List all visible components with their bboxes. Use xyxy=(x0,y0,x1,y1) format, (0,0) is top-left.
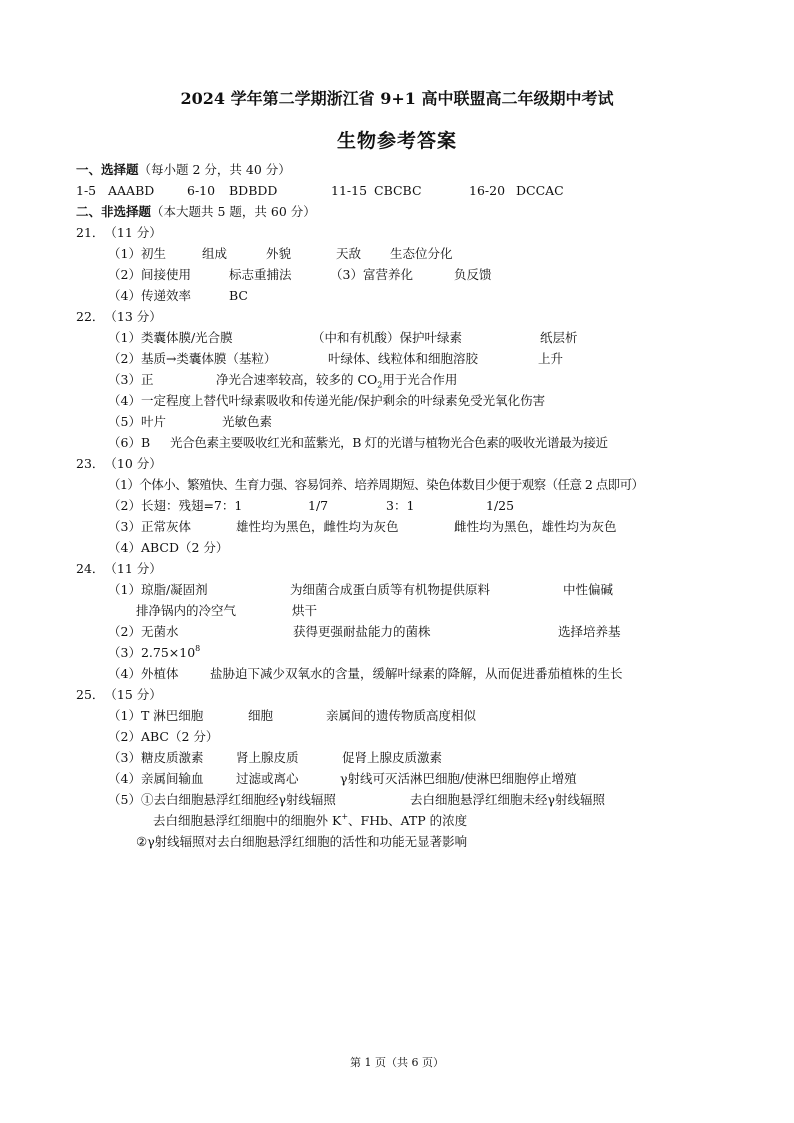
answer-line xyxy=(108,245,708,262)
answer-line xyxy=(153,812,467,829)
mc-answers: BDBDD xyxy=(229,183,278,198)
answer-text: 3：1 xyxy=(386,498,415,513)
answer-text: 负反馈 xyxy=(454,267,492,282)
answer-line: （4）ABCD（2 分） xyxy=(108,540,229,555)
answer-text: 上升 xyxy=(538,351,564,366)
section-2-title: 二、非选择题 xyxy=(76,204,152,219)
answer-text: 1/7 xyxy=(308,498,329,513)
answer-text: 去白细胞悬浮红细胞中的细胞外 K xyxy=(153,813,342,828)
answer-text: （3）糖皮质激素 xyxy=(108,750,204,765)
answer-text: 排净锅内的冷空气 xyxy=(136,603,237,618)
question-number: 24． xyxy=(76,561,105,576)
answer-text: （1）T 淋巴细胞 xyxy=(108,708,204,723)
answer-text: 光合色素主要吸收红光和蓝紫光，B 灯的光谱与植物光合色素的吸收光谱最为接近 xyxy=(170,435,608,450)
answer-line xyxy=(108,497,708,514)
answer-key-title: 生物参考答案 xyxy=(336,130,457,152)
answer-text: 肾上腺皮质 xyxy=(236,750,299,765)
answer-text: （3）富营养化 xyxy=(330,267,413,282)
answer-text: （4）外植体 xyxy=(108,666,179,681)
answer-text: 雌性均为黑色，雄性均为灰色 xyxy=(454,519,617,534)
answer-text: 标志重捕法 xyxy=(229,267,292,282)
question-score: （11 分） xyxy=(104,561,162,576)
answer-text: 外貌 xyxy=(266,246,292,261)
mc-range: 11-15 xyxy=(331,183,368,198)
mc-range: 16-20 xyxy=(469,183,506,198)
answer-line xyxy=(108,623,708,640)
answer-text: 组成 xyxy=(202,246,228,261)
question-number: 23． xyxy=(76,456,105,471)
answer-text: （3）正 xyxy=(108,372,154,387)
answer-text: 生态位分化 xyxy=(390,246,453,261)
mc-range: 6-10 xyxy=(187,183,216,198)
answer-text: BC xyxy=(229,288,248,303)
question-number: 25． xyxy=(76,687,105,702)
answer-text: （2）无菌水 xyxy=(108,624,179,639)
answer-line: （2）ABC（2 分） xyxy=(108,729,219,744)
answer-line xyxy=(108,266,708,283)
answer-text: （3）正常灰体 xyxy=(108,519,191,534)
question-score: （13 分） xyxy=(104,309,162,324)
mc-answers: AAABD xyxy=(108,183,155,198)
section-1-title: 一、选择题 xyxy=(76,162,139,177)
answer-text: （1）初生 xyxy=(108,246,166,261)
question-24-header xyxy=(76,560,162,577)
answer-text: 细胞 xyxy=(248,708,274,723)
subscript: 2 xyxy=(377,380,383,390)
answer-line xyxy=(108,581,708,598)
answer-line xyxy=(108,770,708,787)
answer-text: （4）传递效率 xyxy=(108,288,191,303)
answer-text: 盐胁迫下减少双氧水的含量，缓解叶绿素的降解，从而促进番茄植株的生长 xyxy=(210,666,623,681)
answer-text: 光敏色素 xyxy=(222,414,273,429)
mc-answers: CBCBC xyxy=(374,183,422,198)
answer-line: （1）个体小、繁殖快、生育力强、容易饲养、培养周期短、染色体数目少便于观察（任意 2 点即可） xyxy=(108,477,644,492)
superscript: 8 xyxy=(195,643,201,653)
question-23-header xyxy=(76,455,162,472)
section-1-heading xyxy=(76,161,291,178)
answer-line xyxy=(108,434,728,451)
answer-text: 亲属间的遗传物质高度相似 xyxy=(326,708,477,723)
question-25-header xyxy=(76,686,162,703)
answer-text: 纸层析 xyxy=(540,330,578,345)
answer-text: 过滤或离心 xyxy=(236,771,299,786)
answer-line: ②γ射线辐照对去白细胞悬浮红细胞的活性和功能无显著影响 xyxy=(136,834,468,849)
question-number: 22． xyxy=(76,309,105,324)
multiple-choice-answers xyxy=(76,182,636,199)
answer-text: 叶绿体、线粒体和细胞溶胶 xyxy=(328,351,479,366)
question-22-header xyxy=(76,308,162,325)
answer-line xyxy=(108,791,708,808)
answer-text: （1）琼脂/凝固剂 xyxy=(108,582,208,597)
answer-text: 中性偏碱 xyxy=(563,582,614,597)
answer-text xyxy=(216,371,457,388)
exam-title: 2024 学年第二学期浙江省 9+1 高中联盟高二年级期中考试 xyxy=(180,89,614,108)
answer-text: （2）长翅：残翅=7：1 xyxy=(108,498,243,513)
question-score: （15 分） xyxy=(104,687,162,702)
answer-text: 为细菌合成蛋白质等有机物提供原料 xyxy=(290,582,491,597)
answer-text: 、FHb、ATP 的浓度 xyxy=(348,813,468,828)
answer-text: 1/25 xyxy=(486,498,515,513)
answer-line xyxy=(108,350,708,367)
answer-line xyxy=(108,665,708,682)
answer-text: 用于光合作用 xyxy=(382,372,458,387)
question-score: （11 分） xyxy=(104,225,162,240)
answer-line xyxy=(108,707,708,724)
answer-text: （4）亲属间输血 xyxy=(108,771,204,786)
answer-text: （1）类囊体膜/光合膜 xyxy=(108,330,233,345)
answer-line: （4）一定程度上替代叶绿素吸收和传递光能/保护剩余的叶绿素免受光氧化伤害 xyxy=(108,393,546,408)
answer-line xyxy=(108,371,708,388)
page-footer: 第 1 页（共 6 页） xyxy=(350,1056,444,1069)
answer-text: （5）叶片 xyxy=(108,414,166,429)
answer-line xyxy=(108,329,708,346)
answer-text: 烘干 xyxy=(292,603,318,618)
answer-line xyxy=(108,413,708,430)
answer-text: 雄性均为黑色，雌性均为灰色 xyxy=(236,519,399,534)
section-2-note: （本大题共 5 题，共 60 分） xyxy=(151,204,316,219)
answer-text: γ射线可灭活淋巴细胞/使淋巴细胞停止增殖 xyxy=(340,771,577,786)
mc-answers: DCCAC xyxy=(516,183,564,198)
question-score: （10 分） xyxy=(104,456,162,471)
mc-range: 1-5 xyxy=(76,183,97,198)
answer-text: 获得更强耐盐能力的菌株 xyxy=(293,624,431,639)
answer-text: （5）①去白细胞悬浮红细胞经γ射线辐照 xyxy=(108,792,336,807)
answer-line xyxy=(108,749,708,766)
answer-text: 净光合速率较高，较多的 CO xyxy=(216,372,378,387)
answer-line xyxy=(108,602,708,619)
answer-text: （3）2.75×10 xyxy=(108,645,196,660)
answer-text: （中和有机酸）保护叶绿素 xyxy=(312,330,463,345)
answer-text: 促肾上腺皮质激素 xyxy=(342,750,443,765)
answer-text: 去白细胞悬浮红细胞未经γ射线辐照 xyxy=(410,792,605,807)
answer-text: 选择培养基 xyxy=(558,624,621,639)
answer-line xyxy=(108,287,708,304)
section-2-heading xyxy=(76,203,316,220)
answer-text: （2）基质→类囊体膜（基粒） xyxy=(108,351,277,366)
answer-text: 天敌 xyxy=(336,246,362,261)
answer-line xyxy=(108,518,708,535)
superscript: + xyxy=(341,811,349,821)
question-number: 21． xyxy=(76,225,105,240)
answer-line xyxy=(108,644,200,661)
section-1-note: （每小题 2 分，共 40 分） xyxy=(138,162,291,177)
question-21-header xyxy=(76,224,162,241)
answer-text: （6）B xyxy=(108,435,151,450)
answer-text: （2）间接使用 xyxy=(108,267,191,282)
